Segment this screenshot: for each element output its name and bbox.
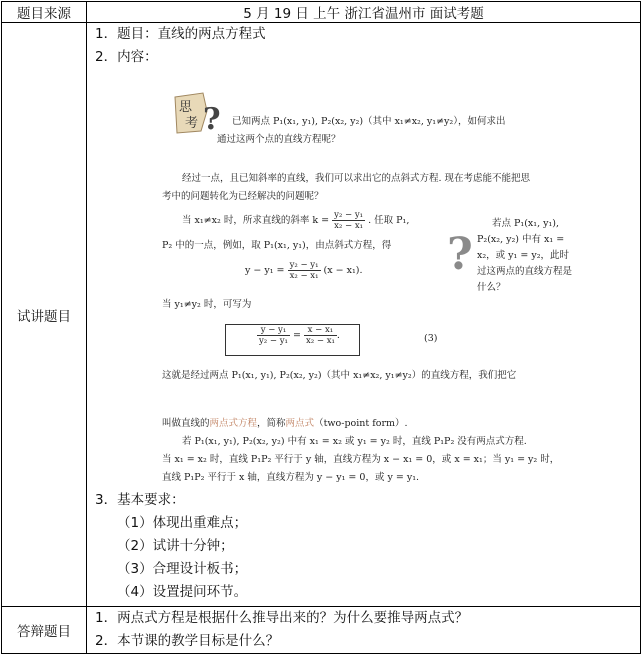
paragraph-3 [162,417,408,431]
requirement-1: （1）体现出重难点； [117,515,248,531]
defense-content [87,607,641,654]
requirements-label: 3．基本要求： [95,492,185,508]
trial-content [87,23,641,607]
think-question-line2: 通过这两个点的直线方程呢？ [217,134,341,145]
eq1-left: y − y₁ = [245,265,285,276]
source-value: 5 月 19 日 上午 浙江省温州市 面试考题 [87,2,641,23]
equation-tag: (3) [424,333,438,344]
box-right-den: x₂ − x₁ [305,336,335,346]
think-question-line1: 已知两点 P₁(x₁, y₁), P₂(x₂, y₂)（其中 x₁≠x₂, y₁≠y₂），如何求出 [232,116,506,127]
source-row [2,2,641,23]
side-note-4: 过这两点的直线方程是 [477,266,573,277]
paragraph-4a: 若 P₁(x₁, y₁), P₂(x₂, y₂) 中有 x₁ = x₂ 或 y₁ = y₂ 时，直线 P₁P₂ 没有两点式方程. [182,436,527,447]
defense-question-2: 2．本节课的教学目标是什么？ [95,633,280,649]
defense-label: 答辩题目 [2,607,87,654]
slope-text: 当 x₁≠x₂ 时，所求直线的斜率 k = [182,215,330,226]
box-right-num: x − x₁ [304,325,337,336]
slope-line [182,210,409,231]
box-right-fraction [304,325,337,346]
requirement-3: （3）合理设计板书； [117,561,248,577]
paragraph-4c: 直线 P₁P₂ 平行于 x 轴，直线方程为 y − y₁ = 0，或 y = y₁. [162,472,420,483]
trial-row [2,23,641,607]
eq1-right: (x − x₁). [323,265,363,276]
side-note-5: 什么？ [477,282,506,293]
side-note-2: P₂(x₂, y₂) 中有 x₁ = [477,234,565,245]
p3-post: （two-point form）. [314,418,408,429]
question-mark-icon [445,229,479,275]
box-left-fraction [257,325,290,346]
two-point-term: 两点式方程 [209,418,258,429]
side-note-3: x₂，或 y₁ = y₂，此时 [477,250,570,261]
side-note-1: 若点 P₁(x₁, y₁), [492,218,560,229]
eq1-fraction [288,260,321,281]
textbook-excerpt [87,69,640,489]
svg-text:?: ? [447,229,473,275]
svg-text:考: 考 [185,116,199,131]
slope-fraction [332,210,365,231]
eq1-den: x₂ − x₁ [289,271,319,281]
defense-question-1: 1．两点式方程是根据什么推导出来的？为什么要推导两点式？ [95,610,469,626]
think-icon [173,91,221,137]
requirement-2: （2）试讲十分钟； [117,538,234,554]
choose-point-line: P₂ 中的一点，例如，取 P₁(x₁, y₁)，由点斜式方程，得 [162,240,392,251]
requirement-4: （4）设置提问环节。 [117,584,248,600]
paragraph-2: 这就是经过两点 P₁(x₁, y₁), P₂(x₂, y₂)（其中 x₁≠x₂, y₁≠y₂）的直线方程，我们把它 [162,370,517,381]
trial-label: 试讲题目 [2,23,87,607]
exam-table [1,1,641,654]
two-point-short-term: 两点式 [285,418,315,429]
content-label: 2．内容： [95,49,158,65]
condition-line: 当 y₁≠y₂ 时，可写为 [162,299,252,310]
slope-den: x₂ − x₁ [334,221,364,231]
paragraph-4b: 当 x₁ = x₂ 时，直线 P₁P₂ 平行于 y 轴，直线方程为 x − x₁ = 0，或 x = x₁；当 y₁ = y₂ 时， [162,454,560,465]
trial-topic: 1．题目：直线的两点方程式 [95,26,266,42]
svg-text:?: ? [203,102,221,137]
two-point-form: $\frac{\text{y − y₁}}{\text{y₂ − y₁}}$ = $\frac{\text{x − x₁}}{\text{x₂ − x₁}}$ . [259,325,340,346]
slope-text-end: . 任取 P₁, [368,215,410,226]
equation-1 [245,260,363,281]
p3-mid: ，简称 [257,418,286,429]
slope-num: y₂ − y₁ [334,210,364,220]
svg-text:思: 思 [179,100,193,115]
eq1-num: y₂ − y₁ [289,260,319,270]
paragraph-1b: 考中的问题转化为已经解决的问题呢？ [162,191,324,202]
source-label: 题目来源 [2,2,87,23]
defense-row [2,607,641,654]
paragraph-1a: 经过一点，且已知斜率的直线，我们可以求出它的点斜式方程. 现在考虑能不能把思 [182,173,531,184]
box-left-num: y − y₁ [257,325,290,336]
box-left-den: y₂ − y₁ [259,336,288,346]
p3-pre: 叫做直线的 [162,418,210,429]
